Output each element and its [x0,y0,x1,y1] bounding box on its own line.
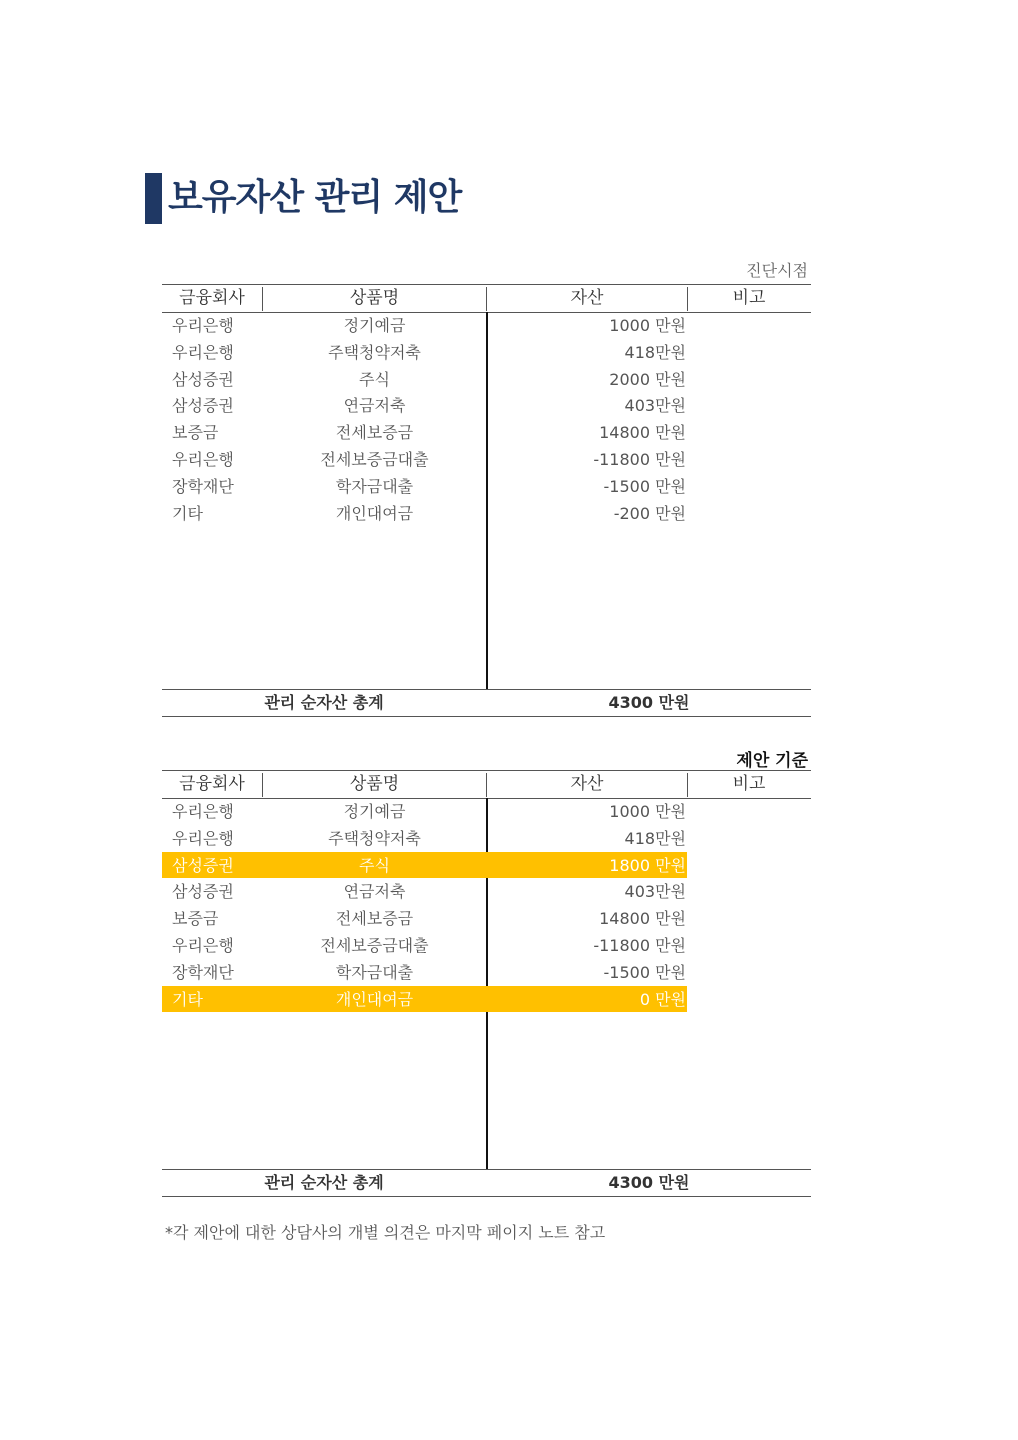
cell-product: 연금저축 [343,882,406,902]
cell-asset: -11800 만원 [593,450,686,469]
cell-asset: 14800 만원 [599,909,686,929]
header-product: 상품명 [349,288,400,308]
cell-product: 주택청약저축 [328,828,421,848]
table-row [162,392,811,419]
cell-product: 전세보증금대출 [320,936,429,955]
table-row [162,419,811,446]
cell-company: 우리은행 [172,802,234,821]
cell-company: 삼성증권 [172,855,234,875]
cell-product: 주식 [359,855,390,875]
header-note: 비고 [732,288,766,308]
cell-asset: 14800 만원 [599,423,686,443]
header-company: 금융회사 [179,288,245,308]
cell-asset: 1800 만원 [609,855,686,875]
cell-asset: 0 만원 [639,989,686,1009]
section1-caption: 진단시점 [746,261,808,280]
table-row [162,446,811,473]
table-row [162,366,811,393]
cell-product: 학자금대출 [335,962,414,982]
asset-table-proposal [162,770,811,1198]
cell-company: 우리은행 [172,342,234,362]
table-row [162,825,811,852]
cell-company: 삼성증권 [172,396,234,416]
cell-company: 삼성증권 [172,369,234,389]
asset-table-diagnosis [162,284,811,718]
table-row [162,473,811,500]
cell-asset: -200 만원 [613,503,686,523]
cell-product: 연금저축 [343,396,406,416]
cell-product: 주택청약저축 [328,342,421,362]
table-row [162,312,811,339]
table-row [162,932,811,959]
cell-asset: -1500 만원 [603,962,686,982]
cell-company: 보증금 [172,423,219,443]
table-row [162,339,811,366]
cell-asset: 1000 만원 [609,802,686,821]
cell-asset: 2000 만원 [609,369,686,389]
header-company: 금융회사 [179,774,245,794]
total-label: 관리 순자산 총계 [264,1173,384,1192]
table-row [162,798,811,825]
cell-asset: -1500 만원 [603,476,686,496]
table-header [162,284,811,313]
table-row [162,905,811,932]
cell-product: 개인대여금 [335,503,414,523]
cell-company: 우리은행 [172,936,234,955]
table-row [162,959,811,986]
cell-company: 우리은행 [172,316,234,335]
header-asset: 자산 [570,288,604,308]
table-row [162,852,811,879]
cell-product: 정기예금 [343,316,406,335]
cell-company: 기타 [172,503,203,523]
cell-company: 보증금 [172,909,219,929]
cell-asset: -11800 만원 [593,936,686,955]
cell-product: 학자금대출 [335,476,414,496]
table-header [162,770,811,799]
cell-company: 삼성증권 [172,882,234,902]
total-value: 4300 만원 [608,1173,690,1192]
table-row [162,986,811,1013]
title-accent-bar [145,173,162,224]
table-row [162,500,811,527]
total-row [162,1169,811,1197]
cell-company: 기타 [172,989,203,1009]
total-row [162,689,811,717]
cell-asset: 418만원 [624,342,686,362]
cell-company: 장학재단 [172,476,234,496]
cell-asset: 403만원 [624,396,686,416]
cell-product: 개인대여금 [335,989,414,1009]
page-title: 보유자산 관리 제안 [168,177,462,218]
table-row [162,878,811,905]
cell-product: 주식 [359,369,390,389]
cell-product: 전세보증금 [335,909,414,929]
cell-asset: 1000 만원 [609,316,686,335]
header-asset: 자산 [570,774,604,794]
total-value: 4300 만원 [608,693,690,712]
cell-product: 전세보증금대출 [320,450,429,469]
cell-company: 우리은행 [172,828,234,848]
cell-company: 우리은행 [172,450,234,469]
cell-asset: 403만원 [624,882,686,902]
section2-caption: 제안 기준 [736,751,808,771]
cell-product: 전세보증금 [335,423,414,443]
total-label: 관리 순자산 총계 [264,693,384,712]
header-product: 상품명 [349,774,400,794]
cell-product: 정기예금 [343,802,406,821]
cell-company: 장학재단 [172,962,234,982]
header-note: 비고 [732,774,766,794]
footnote: *각 제안에 대한 상담사의 개별 의견은 마지막 페이지 노트 참고 [165,1223,606,1242]
cell-asset: 418만원 [624,828,686,848]
